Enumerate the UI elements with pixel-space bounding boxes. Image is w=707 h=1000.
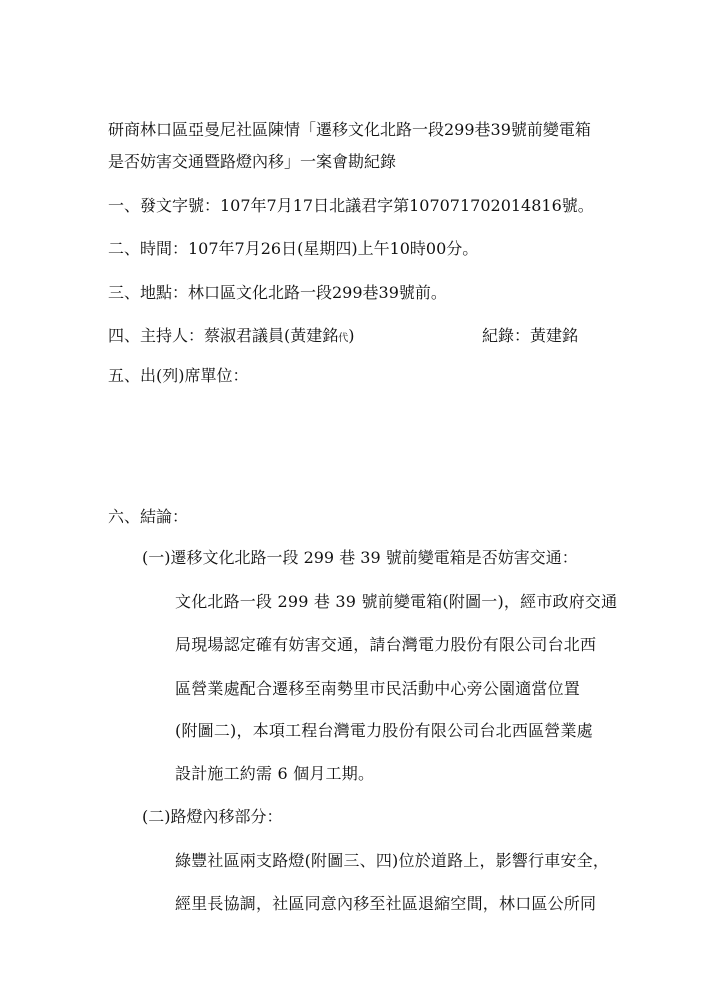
conclusion-part1-heading: (一)遷移文化北路一段 299 巷 39 號前變電箱是否妨害交通：: [142, 548, 578, 567]
conclusion-part2-line-1: 綠豐社區兩支路燈(附圖三、四)位於道路上，影響行車安全，: [175, 851, 610, 870]
item-doc-number: 一、發文字號：107年7月17日北議君字第107071702014816號。: [108, 196, 594, 215]
item-attendees: 五、出(列)席單位：: [108, 366, 249, 385]
conclusion-part1-line-4: (附圖二)，本項工程台灣電力股份有限公司台北西區營業處: [175, 721, 593, 740]
host-close: ): [348, 326, 355, 345]
conclusion-part2-line-2: 經里長協調，社區同意內移至社區退縮空間，林口區公所同: [175, 894, 597, 913]
item-recorder: 紀錄：黃建銘: [482, 326, 579, 345]
item-time: 二、時間：107年7月26日(星期四)上午10時00分。: [108, 239, 479, 258]
conclusion-part1-line-1: 文化北路一段 299 巷 39 號前變電箱(附圖一)，經市政府交通: [175, 592, 618, 611]
document-title-line-1: 研商林口區亞曼尼社區陳情「遷移文化北路一段299巷39號前變電箱: [108, 120, 591, 139]
host-proxy-mark: 代: [338, 333, 349, 344]
host-text: 四、主持人：蔡淑君議員(黃建銘: [108, 326, 339, 345]
conclusion-part1-line-5: 設計施工約需 6 個月工期。: [175, 764, 375, 783]
item-location: 三、地點：林口區文化北路一段299巷39號前。: [108, 283, 447, 302]
conclusion-part1-line-3: 區營業處配合遷移至南勢里市民活動中心旁公園適當位置: [175, 679, 581, 698]
item-host: [108, 326, 355, 349]
conclusion-part1-line-2: 局現場認定確有妨害交通，請台灣電力股份有限公司台北西: [175, 635, 597, 654]
document-title-line-2: 是否妨害交通暨路燈內移」一案會勘紀錄: [108, 152, 397, 171]
item-conclusion: 六、結論：: [108, 507, 189, 526]
conclusion-part2-heading: (二)路燈內移部分：: [142, 807, 283, 826]
